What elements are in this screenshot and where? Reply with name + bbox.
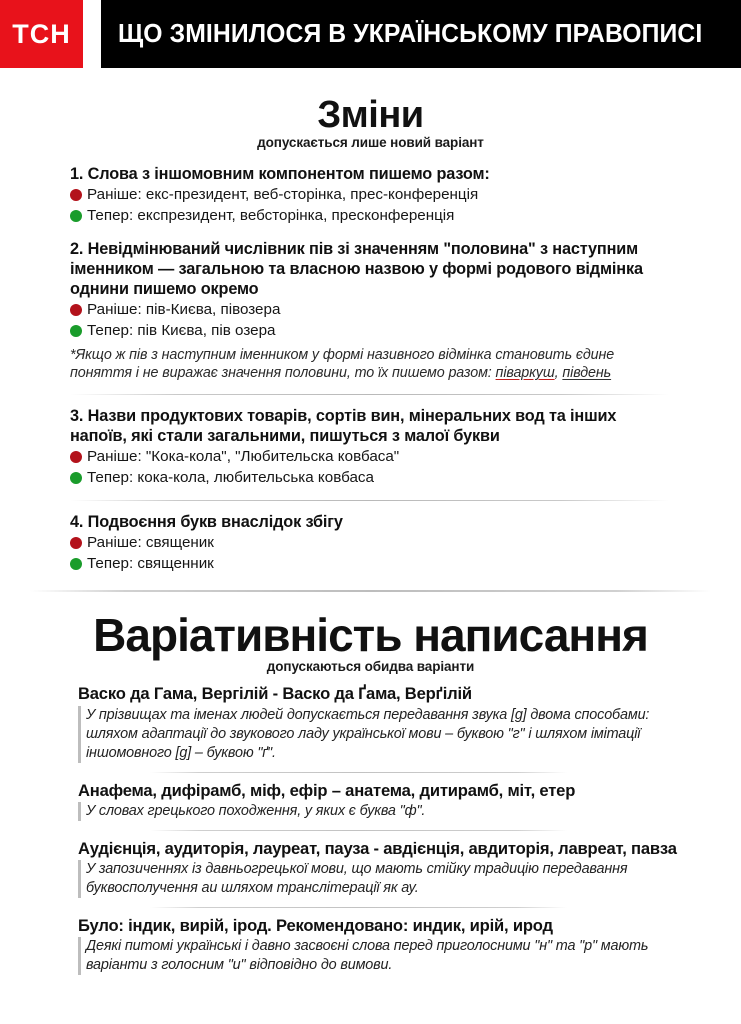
divider-5 xyxy=(150,907,567,908)
bullet-green-icon xyxy=(70,210,82,222)
variability-entry-4 xyxy=(78,916,691,975)
variability-title-group xyxy=(30,609,711,675)
note-text-main: *Якщо ж пів з наступним іменником у формі називного відмінка становить єдине поняття і не виражає значення половини, то їх пишемо разом: xyxy=(70,346,615,382)
variability-entry-2-title: Анафема, дифірамб, міф, ефір – анатема, дитирамб, міт, етер xyxy=(78,780,576,800)
change-item-3-before: Раніше: "Кока-кола", "Любительска ковбаса" xyxy=(87,448,400,466)
changes-subtitle: допускається лише новий варіант xyxy=(257,135,484,150)
accent-bar xyxy=(78,802,81,821)
change-item-3-heading: 3. Назви продуктових товарів, сортів вин, мінеральних вод та інших напоїв, які стали загальними, пишуться з малої букви xyxy=(70,406,617,446)
bullet-green-icon xyxy=(70,325,82,337)
variability-entry-1-desc: У прізвищах та іменах людей допускається передавання звука [g] двома способами: шляхом адаптації до звукового ладу української мови – буквою "г" і шляхом імітації іншомовного [g] – буквою "ґ". xyxy=(86,706,650,761)
variability-list xyxy=(0,684,741,975)
variability-entry-3-title: Аудієнція, аудиторія, лауреат, пауза - авдієнція, авдиторія, лавреат, павза xyxy=(78,838,677,858)
change-item-3-now: Тепер: кока-кола, любительська ковбаса xyxy=(87,469,374,487)
change-item-1 xyxy=(70,164,669,227)
change-item-2-note xyxy=(70,346,669,383)
bullet-green-icon xyxy=(70,558,82,570)
variability-entry-1-desc-wrap xyxy=(78,706,691,763)
bullet-red-icon xyxy=(70,304,82,316)
change-item-1-before: Раніше: екс-президент, веб-сторінка, прес-конференція xyxy=(87,186,479,204)
section-divider xyxy=(30,590,711,592)
variability-entry-3-desc: У запозиченнях із давньогрецької мови, що мають стійку традицію передавання буквосполучення au шляхом транслітерації як ау. xyxy=(86,861,628,897)
change-item-1-now: Тепер: експрезидент, вебсторінка, пресконференція xyxy=(87,207,455,225)
accent-bar xyxy=(78,706,81,763)
variability-title: Варіативність написання xyxy=(93,609,648,662)
bullet-red-icon xyxy=(70,451,82,463)
accent-bar xyxy=(78,937,81,975)
accent-bar xyxy=(78,860,81,898)
bullet-red-icon xyxy=(70,189,82,201)
variability-entry-1-title: Васко да Гама, Вергілій - Васко да Ґама, Верґілій xyxy=(78,684,472,704)
variability-entry-3-desc-wrap xyxy=(78,860,691,898)
note-highlight-black: південь xyxy=(562,365,612,382)
note-separator: , xyxy=(554,365,563,382)
change-item-2-before-row xyxy=(70,300,669,320)
change-item-4-now: Тепер: священник xyxy=(87,555,214,573)
divider-4 xyxy=(150,830,567,831)
change-item-1-now-row xyxy=(70,206,669,226)
change-item-2-before: Раніше: пів-Києва, півозера xyxy=(87,301,281,319)
variability-entry-4-title: Було: індик, вирій, ірод. Рекомендовано: индик, ирій, ирод xyxy=(78,916,553,936)
spacer xyxy=(70,229,669,239)
variability-entry-2 xyxy=(78,781,691,821)
header-title-bar xyxy=(101,0,741,68)
change-item-2-heading: 2. Невідмінюваний числівник пів зі значенням "половина" з наступним іменником — загальною та власною назвою у формі родового відмінка однини пишемо окремо xyxy=(70,239,643,299)
page-title: ЩО ЗМІНИЛОСЯ В УКРАЇНСЬКОМУ ПРАВОПИСІ xyxy=(118,19,703,48)
variability-entry-1 xyxy=(78,684,691,762)
change-item-2-now-row xyxy=(70,321,669,341)
variability-entry-2-desc-wrap xyxy=(78,802,691,821)
divider-2 xyxy=(70,500,669,501)
change-item-3 xyxy=(70,406,669,489)
change-item-1-heading: 1. Слова з іншомовним компонентом пишемо разом: xyxy=(70,165,490,183)
change-item-4-before-row xyxy=(70,533,669,553)
change-item-4-now-row xyxy=(70,554,669,574)
note-highlight-red: піваркуш xyxy=(495,365,555,382)
change-item-4-before: Раніше: священик xyxy=(87,533,214,551)
changes-title-group xyxy=(30,96,711,150)
page-header xyxy=(0,0,741,68)
variability-entry-4-desc: Деякі питомі українські і давно засвоєні слова перед приголосними "н" та "р" мають варіанти з голосним "и" відповідно до вимови. xyxy=(86,938,649,974)
variability-section xyxy=(0,590,741,674)
bullet-green-icon xyxy=(70,472,82,484)
tsn-logo-text: ТСН xyxy=(12,18,71,49)
variability-entry-4-desc-wrap xyxy=(78,937,691,975)
tsn-logo xyxy=(0,0,83,68)
change-item-1-before-row xyxy=(70,185,669,205)
divider-3 xyxy=(150,772,567,773)
change-item-4-heading: 4. Подвоєння букв внаслідок збігу xyxy=(70,512,343,531)
variability-subtitle: допускаються обидва варіанти xyxy=(266,659,475,675)
variability-entry-2-desc: У словах грецького походження, у яких є буква "ф". xyxy=(86,802,426,819)
change-item-3-now-row xyxy=(70,468,669,488)
header-spacer xyxy=(83,0,101,68)
changes-section xyxy=(0,96,741,150)
change-item-2-now: Тепер: пів Києва, пів озера xyxy=(87,322,276,340)
bullet-red-icon xyxy=(70,537,82,549)
divider-1 xyxy=(70,394,669,395)
change-item-4 xyxy=(70,512,669,575)
changes-list xyxy=(0,164,741,574)
changes-title: Зміни xyxy=(317,94,424,136)
change-item-3-before-row xyxy=(70,447,669,467)
change-item-2 xyxy=(70,239,669,383)
variability-entry-3 xyxy=(78,839,691,898)
